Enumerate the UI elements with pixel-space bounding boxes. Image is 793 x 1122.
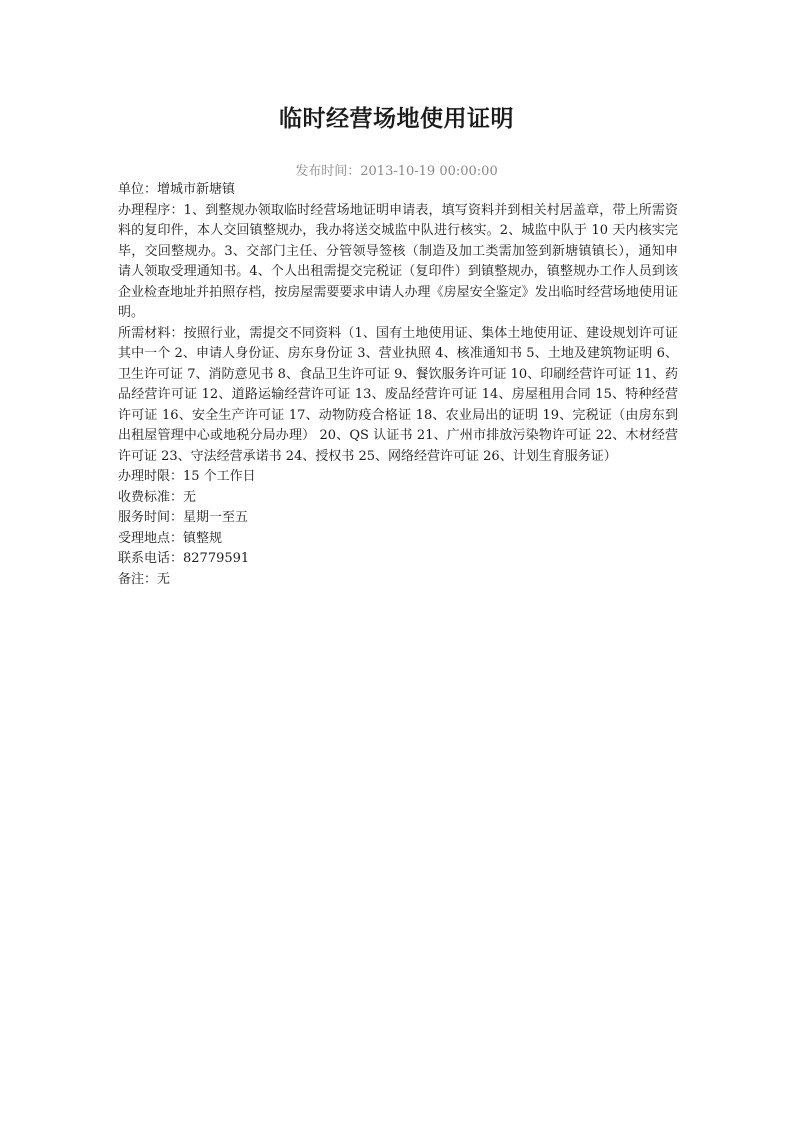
publish-time: 发布时间：2013-10-19 00:00:00	[295, 164, 498, 179]
time-limit-line: 办理时限：15 个工作日	[118, 469, 256, 484]
page-title: 临时经营场地使用证明	[279, 105, 514, 132]
unit-line: 单位：增城市新塘镇	[118, 182, 236, 197]
fee-line: 收费标准：无	[118, 489, 197, 505]
materials-paragraph: 所需材料：按照行业，需提交不同资料（1、国有土地使用证、集体土地使用证、建设规划许可证 其中一个 2、申请人身份证、房东身份证 3、营业执照 4、核准通知书 5、土地及建筑物证明 6、卫生许可证 7、消防意见书 8、食品卫生许可证 9、餐饮服务许可证 10、印刷经营许可证 11、药品经营许可证 12、道路运输经营许可证 13、废品经营许可证 14、房屋租用合同 15、特种经营许可证 16、安全生产许可证 17、动物防疫合格证 18、农业局出的证明 19、完税证（由房东到出租屋管理中心或地税分局办理） 20、QS 认证书 21、广州市排放污染物许可证 22、木材经营许可证 23、守法经营承诺书 24、授权书 25、网络经营许可证 26、计划生育服务证）	[118, 325, 678, 464]
procedure-paragraph: 办理程序：1、到整规办领取临时经营场地证明申请表，填写资料并到相关村居盖章，带上所需资料的复印件，本人交回镇整规办，我办将送交城监中队进行核实。2、城监中队于 10 天内核实完毕，交回整规办。3、交部门主任、分管领导签核（制造及加工类需加签到新塘镇镇长），通知申请人领取受理通知书。4、个人出租需提交完税证（复印件）到镇整规办，镇整规办工作人员到该企业检查地址并拍照存档，按房屋需要要求申请人办理《房屋安全鉴定》发出临时经营场地使用证明。	[118, 202, 678, 320]
location-line: 受理地点：镇整规	[118, 530, 223, 546]
service-time-line: 服务时间：星期一至五	[118, 510, 249, 525]
phone-line: 联系电话：82779591	[118, 551, 250, 566]
document-body	[118, 180, 678, 590]
remark-line: 备注：无	[118, 571, 171, 587]
